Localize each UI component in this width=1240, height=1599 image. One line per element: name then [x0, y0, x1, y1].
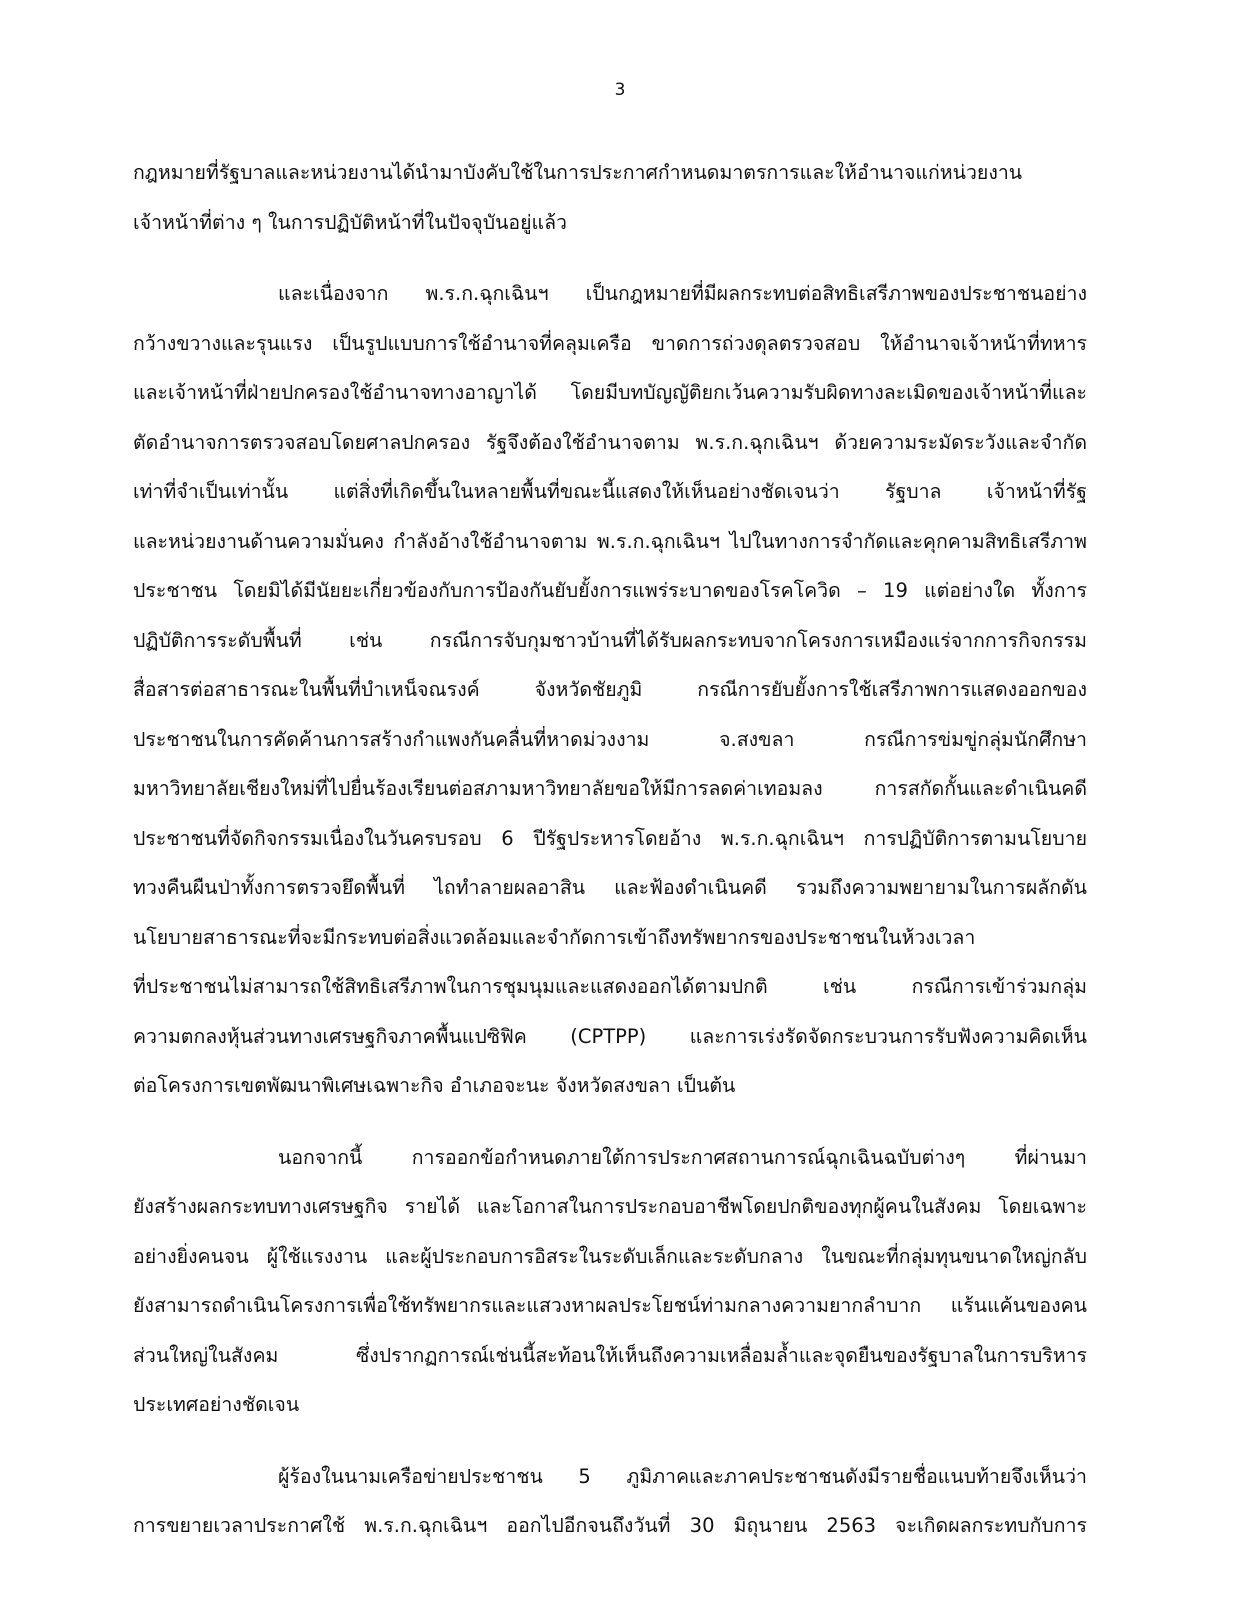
paragraph-gap	[133, 247, 1087, 269]
text-line: การขยายเวลาประกาศใช้ พ.ร.ก.ฉุกเฉินฯ ออกไปอีกจนถึงวันที่ 30 มิถุนายน 2563 จะเกิดผลกระทบกับการ	[133, 1514, 1087, 1537]
document-body	[133, 148, 1087, 1551]
paragraph	[133, 269, 1087, 1111]
text-line: สื่อสารต่อสาธารณะในพื้นที่บำเหน็จณรงค์ จังหวัดชัยภูมิ กรณีการยับยั้งการใช้เสรีภาพการแสดงออกของ	[133, 678, 1087, 701]
text-line: นอกจากนี้ การออกข้อกำหนดภายใต้การประกาศสถานการณ์ฉุกเฉินฉบับต่างๆ ที่ผ่านมา	[278, 1145, 1087, 1169]
paragraph	[133, 1133, 1087, 1430]
paragraph-gap	[133, 1111, 1087, 1133]
text-line: เท่าที่จำเป็นเท่านั้น แต่สิ่งที่เกิดขึ้นในหลายพื้นที่ขณะนี้แสดงให้เห็นอย่างชัดเจนว่า รัฐบาล เจ้าหน้าที่รัฐ	[133, 480, 1087, 503]
text-line: กว้างขวางและรุนแรง เป็นรูปแบบการใช้อำนาจที่คลุมเครือ ขาดการถ่วงดุลตรวจสอบ ให้อำนาจเจ้าหน้าที่ทหาร	[133, 331, 1087, 355]
text-line: ที่ประชาชนไม่สามารถใช้สิทธิเสรีภาพในการชุมนุมและแสดงออกได้ตามปกติ เช่น กรณีการเข้าร่วมกลุ่ม	[133, 975, 1087, 998]
text-line: ตัดอำนาจการตรวจสอบโดยศาลปกครอง รัฐจึงต้องใช้อำนาจตาม พ.ร.ก.ฉุกเฉินฯ ด้วยความระมัดระวังและจำกัด	[133, 430, 1087, 454]
text-line: กฎหมายที่รัฐบาลและหน่วยงานได้นำมาบังคับใช้ในการประกาศกำหนดมาตรการและให้อำนาจแก่หน่วยงาน	[133, 161, 1023, 184]
page-number: 3	[614, 80, 626, 100]
paragraph	[133, 148, 1087, 247]
text-line: ประเทศอย่างชัดเจน	[133, 1393, 300, 1416]
text-line: ต่อโครงการเขตพัฒนาพิเศษเฉพาะกิจ อำเภอจะนะ จังหวัดสงขลา เป็นต้น	[133, 1074, 736, 1097]
text-line: ประชาชนในการคัดค้านการสร้างกำแพงกันคลื่นที่หาดม่วงงาม จ.สงขลา กรณีการข่มขู่กลุ่มนักศึกษา	[133, 727, 1087, 751]
text-line: ผู้ร้องในนามเครือข่ายประชาชน 5 ภูมิภาคและภาคประชาชนดังมีรายชื่อแนบท้ายจึงเห็นว่า	[278, 1464, 1087, 1488]
text-line: มหาวิทยาลัยเชียงใหม่ที่ไปยื่นร้องเรียนต่อสภามหาวิทยาลัยขอให้มีการลดค่าเทอมลง การสกัดกั้นและดำเนินคดี	[133, 777, 1087, 800]
text-line: ยังสามารถดำเนินโครงการเพื่อใช้ทรัพยากรและแสวงหาผลประโยชน์ท่ามกลางความยากลำบาก แร้นแค้นของคน	[133, 1294, 1087, 1317]
paragraph	[133, 1452, 1087, 1551]
text-line: ยังสร้างผลกระทบทางเศรษฐกิจ รายได้ และโอกาสในการประกอบอาชีพโดยปกติของทุกผู้คนในสังคม โดยเฉพาะ	[133, 1195, 1087, 1218]
text-line: ความตกลงหุ้นส่วนทางเศรษฐกิจภาคพื้นแปซิฟิค (CPTPP) และการเร่งรัดจัดกระบวนการรับฟังความคิดเห็น	[133, 1024, 1087, 1048]
text-line: ส่วนใหญ่ในสังคม ซึ่งปรากฏการณ์เช่นนี้สะท้อนให้เห็นถึงความเหลื่อมล้ำและจุดยืนของรัฐบาลในการบริหาร	[133, 1343, 1087, 1367]
text-line: ประชาชน โดยมิได้มีนัยยะเกี่ยวข้องกับการป้องกันยับยั้งการแพร่ระบาดของโรคโควิด – 19 แต่อย่างใด ทั้งการ	[133, 579, 1087, 602]
text-line: ทวงคืนผืนป่าทั้งการตรวจยึดพื้นที่ ไถทำลายผลอาสิน และฟ้องดำเนินคดี รวมถึงความพยายามในการผลักดัน	[133, 876, 1087, 899]
text-line: และหน่วยงานด้านความมั่นคง กำลังอ้างใช้อำนาจตาม พ.ร.ก.ฉุกเฉินฯ ไปในทางการจำกัดและคุกคามสิทธิเสรีภาพ	[133, 529, 1087, 553]
text-line: ประชาชนที่จัดกิจกรรมเนื่องในวันครบรอบ 6 ปีรัฐประหารโดยอ้าง พ.ร.ก.ฉุกเฉินฯ การปฏิบัติการตามนโยบาย	[133, 826, 1087, 850]
text-line: และเจ้าหน้าที่ฝ่ายปกครองใช้อำนาจทางอาญาได้ โดยมีบทบัญญัติยกเว้นความรับผิดทางละเมิดของเจ้าหน้าที่และ	[133, 381, 1087, 404]
text-line: อย่างยิ่งคนจน ผู้ใช้แรงงาน และผู้ประกอบการอิสระในระดับเล็กและระดับกลาง ในขณะที่กลุ่มทุนขนาดใหญ่กลับ	[133, 1244, 1087, 1268]
text-line: ปฏิบัติการระดับพื้นที่ เช่น กรณีการจับกุมชาวบ้านที่ได้รับผลกระทบจากโครงการเหมืองแร่จากการกิจกรรม	[133, 628, 1087, 652]
text-line: และเนื่องจาก พ.ร.ก.ฉุกเฉินฯ เป็นกฎหมายที่มีผลกระทบต่อสิทธิเสรีภาพของประชาชนอย่าง	[278, 282, 1087, 305]
text-line: นโยบายสาธารณะที่จะมีกระทบต่อสิ่งแวดล้อมและจำกัดการเข้าถึงทรัพยากรของประชาชนในห้วงเวลา	[133, 925, 976, 949]
text-line: เจ้าหน้าที่ต่าง ๆ ในการปฏิบัติหน้าที่ในปัจจุบันอยู่แล้ว	[133, 210, 568, 234]
paragraph-gap	[133, 1430, 1087, 1452]
